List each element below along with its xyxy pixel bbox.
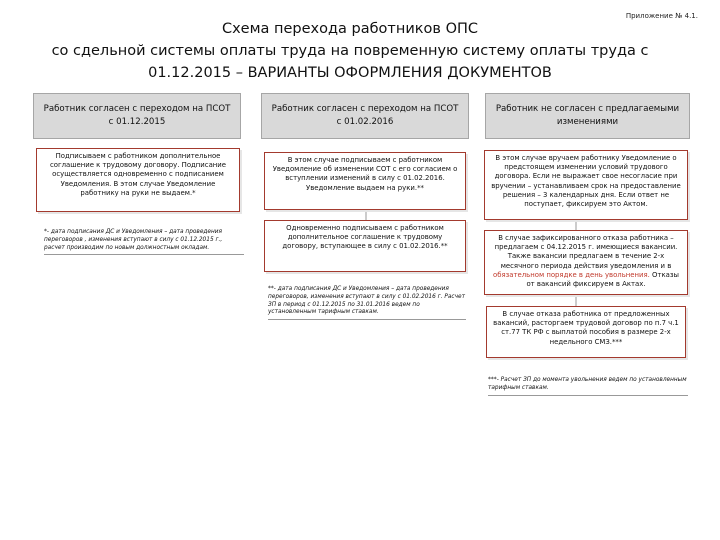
note-col2-text: **- дата подписания ДС и Уведомления – дата проведения переговоров, изменения вступают в силу с 01.02.2016 г. Расчет ЗП в период с 01.12.2015 по 31.01.2016 ведем по установленным тарифным ставкам.	[268, 286, 465, 316]
appendix-label: Приложение № 4.1.	[625, 12, 698, 20]
page-title	[40, 18, 660, 84]
header-col3-text: Работник не согласен с предлагаемыми изменениями	[495, 104, 680, 127]
title-line-3: 01.12.2015 – ВАРИАНТЫ ОФОРМЛЕНИЯ ДОКУМЕНТОВ	[148, 65, 552, 81]
note-col3	[488, 377, 688, 396]
note-col3-text: ***- Расчет ЗП до момента увольнения ведем по установленным тарифным ставкам.	[488, 377, 687, 391]
header-col1-text: Работник согласен с переходом на ПСОТ с 01.12.2015	[43, 104, 231, 127]
note-col1-text: *- дата подписания ДС и Уведомления – дата проведения переговоров , изменения вступают в силу с 01.12.2015 г., расчет производим по новым должностным окладам.	[44, 229, 223, 251]
note-col1	[44, 229, 244, 255]
box-col3-1-text: В этом случае вручаем работнику Уведомление о предстоящем изменении условий трудового договора. Если не выражает свое несогласие при вручении – устанавливаем срок на предоставление решения – 3 календарных дня. Если ответ не поступает, фиксируем это Актом.	[491, 154, 681, 209]
header-col2-text: Работник согласен с переходом на ПСОТ с 01.02.2016	[271, 104, 459, 127]
box-col2-notification	[264, 152, 466, 210]
box-col2-additional-agreement	[264, 220, 466, 272]
header-col1-agree-2015	[33, 93, 241, 139]
box-col3-2-text-red: обязательном порядке в день увольнения.	[493, 270, 650, 279]
box-col3-2-text-a: В случае зафиксированного отказа работника – предлагаем с 04.12.2015 г. имеющиеся вакансии. Также вакансии предлагаем в течение 2-х месячного периода действия уведомления и в	[494, 234, 678, 270]
box-col3-2-text-b: Отказы от вакансий фиксируем в Актах.	[526, 270, 679, 289]
box-col3-offer-vacancies	[484, 230, 688, 295]
box-col2-1-text: В этом случае подписываем с работником Уведомление об изменении СОТ с его согласием о вступлении изменений в силу с 01.02.2016. Уведомление выдаем на руки.**	[272, 156, 458, 192]
title-line-2: со сдельной системы оплаты труда на повременную систему оплаты труда с	[51, 43, 649, 59]
box-col3-hand-notification	[484, 150, 688, 220]
box-col1-text: Подписываем с работником дополнительное соглашение к трудовому договору. Подписание осуществляется одновременно с подписанием Уведомления. В этом случае Уведомление работнику на руки не выдаем.*	[49, 152, 227, 197]
box-col1-sign-agreement	[36, 148, 240, 212]
header-col3-disagree	[485, 93, 690, 139]
header-col2-agree-2016	[261, 93, 469, 139]
box-col3-termination	[486, 306, 686, 358]
note-col2	[268, 286, 466, 320]
box-col3-3-text: В случае отказа работника от предложенных вакансий, расторгаем трудовой договор по п.7 ч.1 ст.77 ТК РФ с выплатой пособия в размере 2-х недельного СМЗ.***	[493, 310, 679, 346]
box-col2-2-text: Одновременно подписываем с работником дополнительное соглашение к трудовому договору, вступающее в силу с 01.02.2016.**	[282, 224, 448, 251]
title-line-1: Схема перехода работников ОПС	[221, 21, 479, 37]
